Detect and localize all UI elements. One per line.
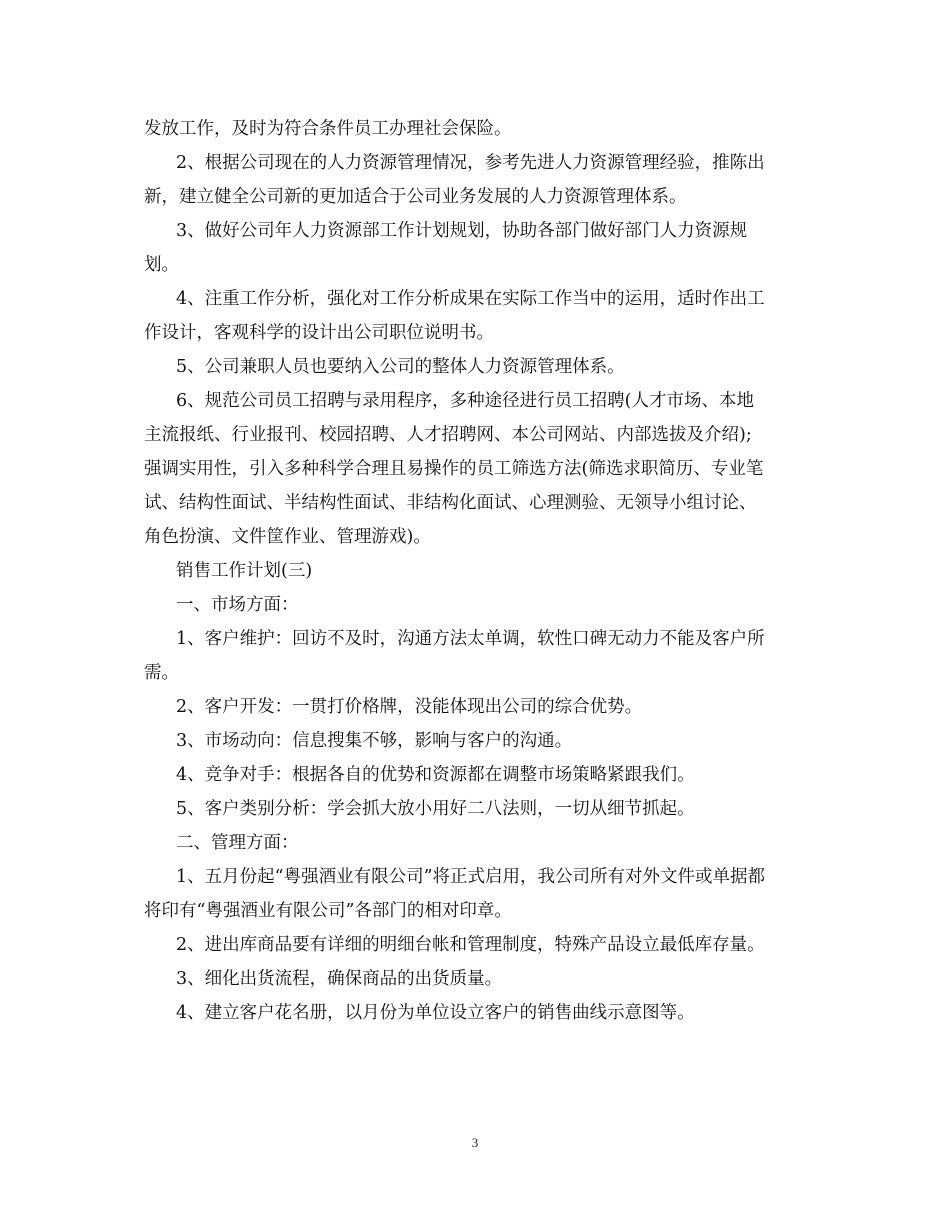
text-line: 5、公司兼职人员也要纳入公司的整体人力资源管理体系。 [176,357,625,377]
text-line: 2、根据公司现在的人力资源管理情况，参考先进人力资源管理经验，推陈出 [176,153,765,173]
text-line: 4、竞争对手：根据各自的优势和资源都在调整市场策略紧跟我们。 [176,765,695,785]
page-number: 3 [471,1135,479,1150]
section-heading: 销售工作计划(三) [176,561,313,581]
text-line: 主流报纸、行业报刊、校园招聘、人才招聘网、本公司网站、内部选拔及介绍); [144,425,752,445]
text-line: 3、细化出货流程，确保商品的出货质量。 [176,969,503,989]
text-line: 发放工作，及时为符合条件员工办理社会保险。 [144,119,512,139]
text-line: 3、做好公司年人力资源部工作计划规划，协助各部门做好部门人力资源规 [176,221,748,241]
subsection-heading: 一、市场方面： [176,595,299,615]
text-line: 2、客户开发：一贯打价格牌，没能体现出公司的综合优势。 [176,697,643,717]
subsection-heading: 二、管理方面： [176,833,299,853]
text-line: 1、五月份起“粤强酒业有限公司”将正式启用，我公司所有对外文件或单据都 [176,867,766,887]
text-line: 6、规范公司员工招聘与录用程序，多种途径进行员工招聘(人才市场、本地 [176,391,754,411]
text-line: 作设计，客观科学的设计出公司职位说明书。 [144,323,494,343]
text-line: 强调实用性，引入多种科学合理且易操作的员工筛选方法(筛选求职简历、专业笔 [144,459,764,479]
text-line: 3、市场动向：信息搜集不够，影响与客户的沟通。 [176,731,573,751]
text-line: 2、进出库商品要有详细的明细台帐和管理制度，特殊产品设立最低库存量。 [176,935,765,955]
text-line: 划。 [144,255,179,275]
text-line: 需。 [144,663,179,683]
text-line: 新，建立健全公司新的更加适合于公司业务发展的人力资源管理体系。 [144,187,687,207]
text-line: 1、客户维护：回访不及时，沟通方法太单调，软性口碑无动力不能及客户所 [176,629,765,649]
text-line: 将印有“粤强酒业有限公司”各部门的相对印章。 [144,901,512,921]
text-line: 4、注重工作分析，强化对工作分析成果在实际工作当中的运用，适时作出工 [176,289,765,309]
text-line: 角色扮演、文件筐作业、管理游戏)。 [144,527,431,547]
body-text [144,112,814,1030]
text-line: 试、结构性面试、半结构性面试、非结构化面试、心理测验、无领导小组讨论、 [144,493,757,513]
text-line: 5、客户类别分析：学会抓大放小用好二八法则，一切从细节抓起。 [176,799,695,819]
text-line: 4、建立客户花名册，以月份为单位设立客户的销售曲线示意图等。 [176,1003,695,1023]
